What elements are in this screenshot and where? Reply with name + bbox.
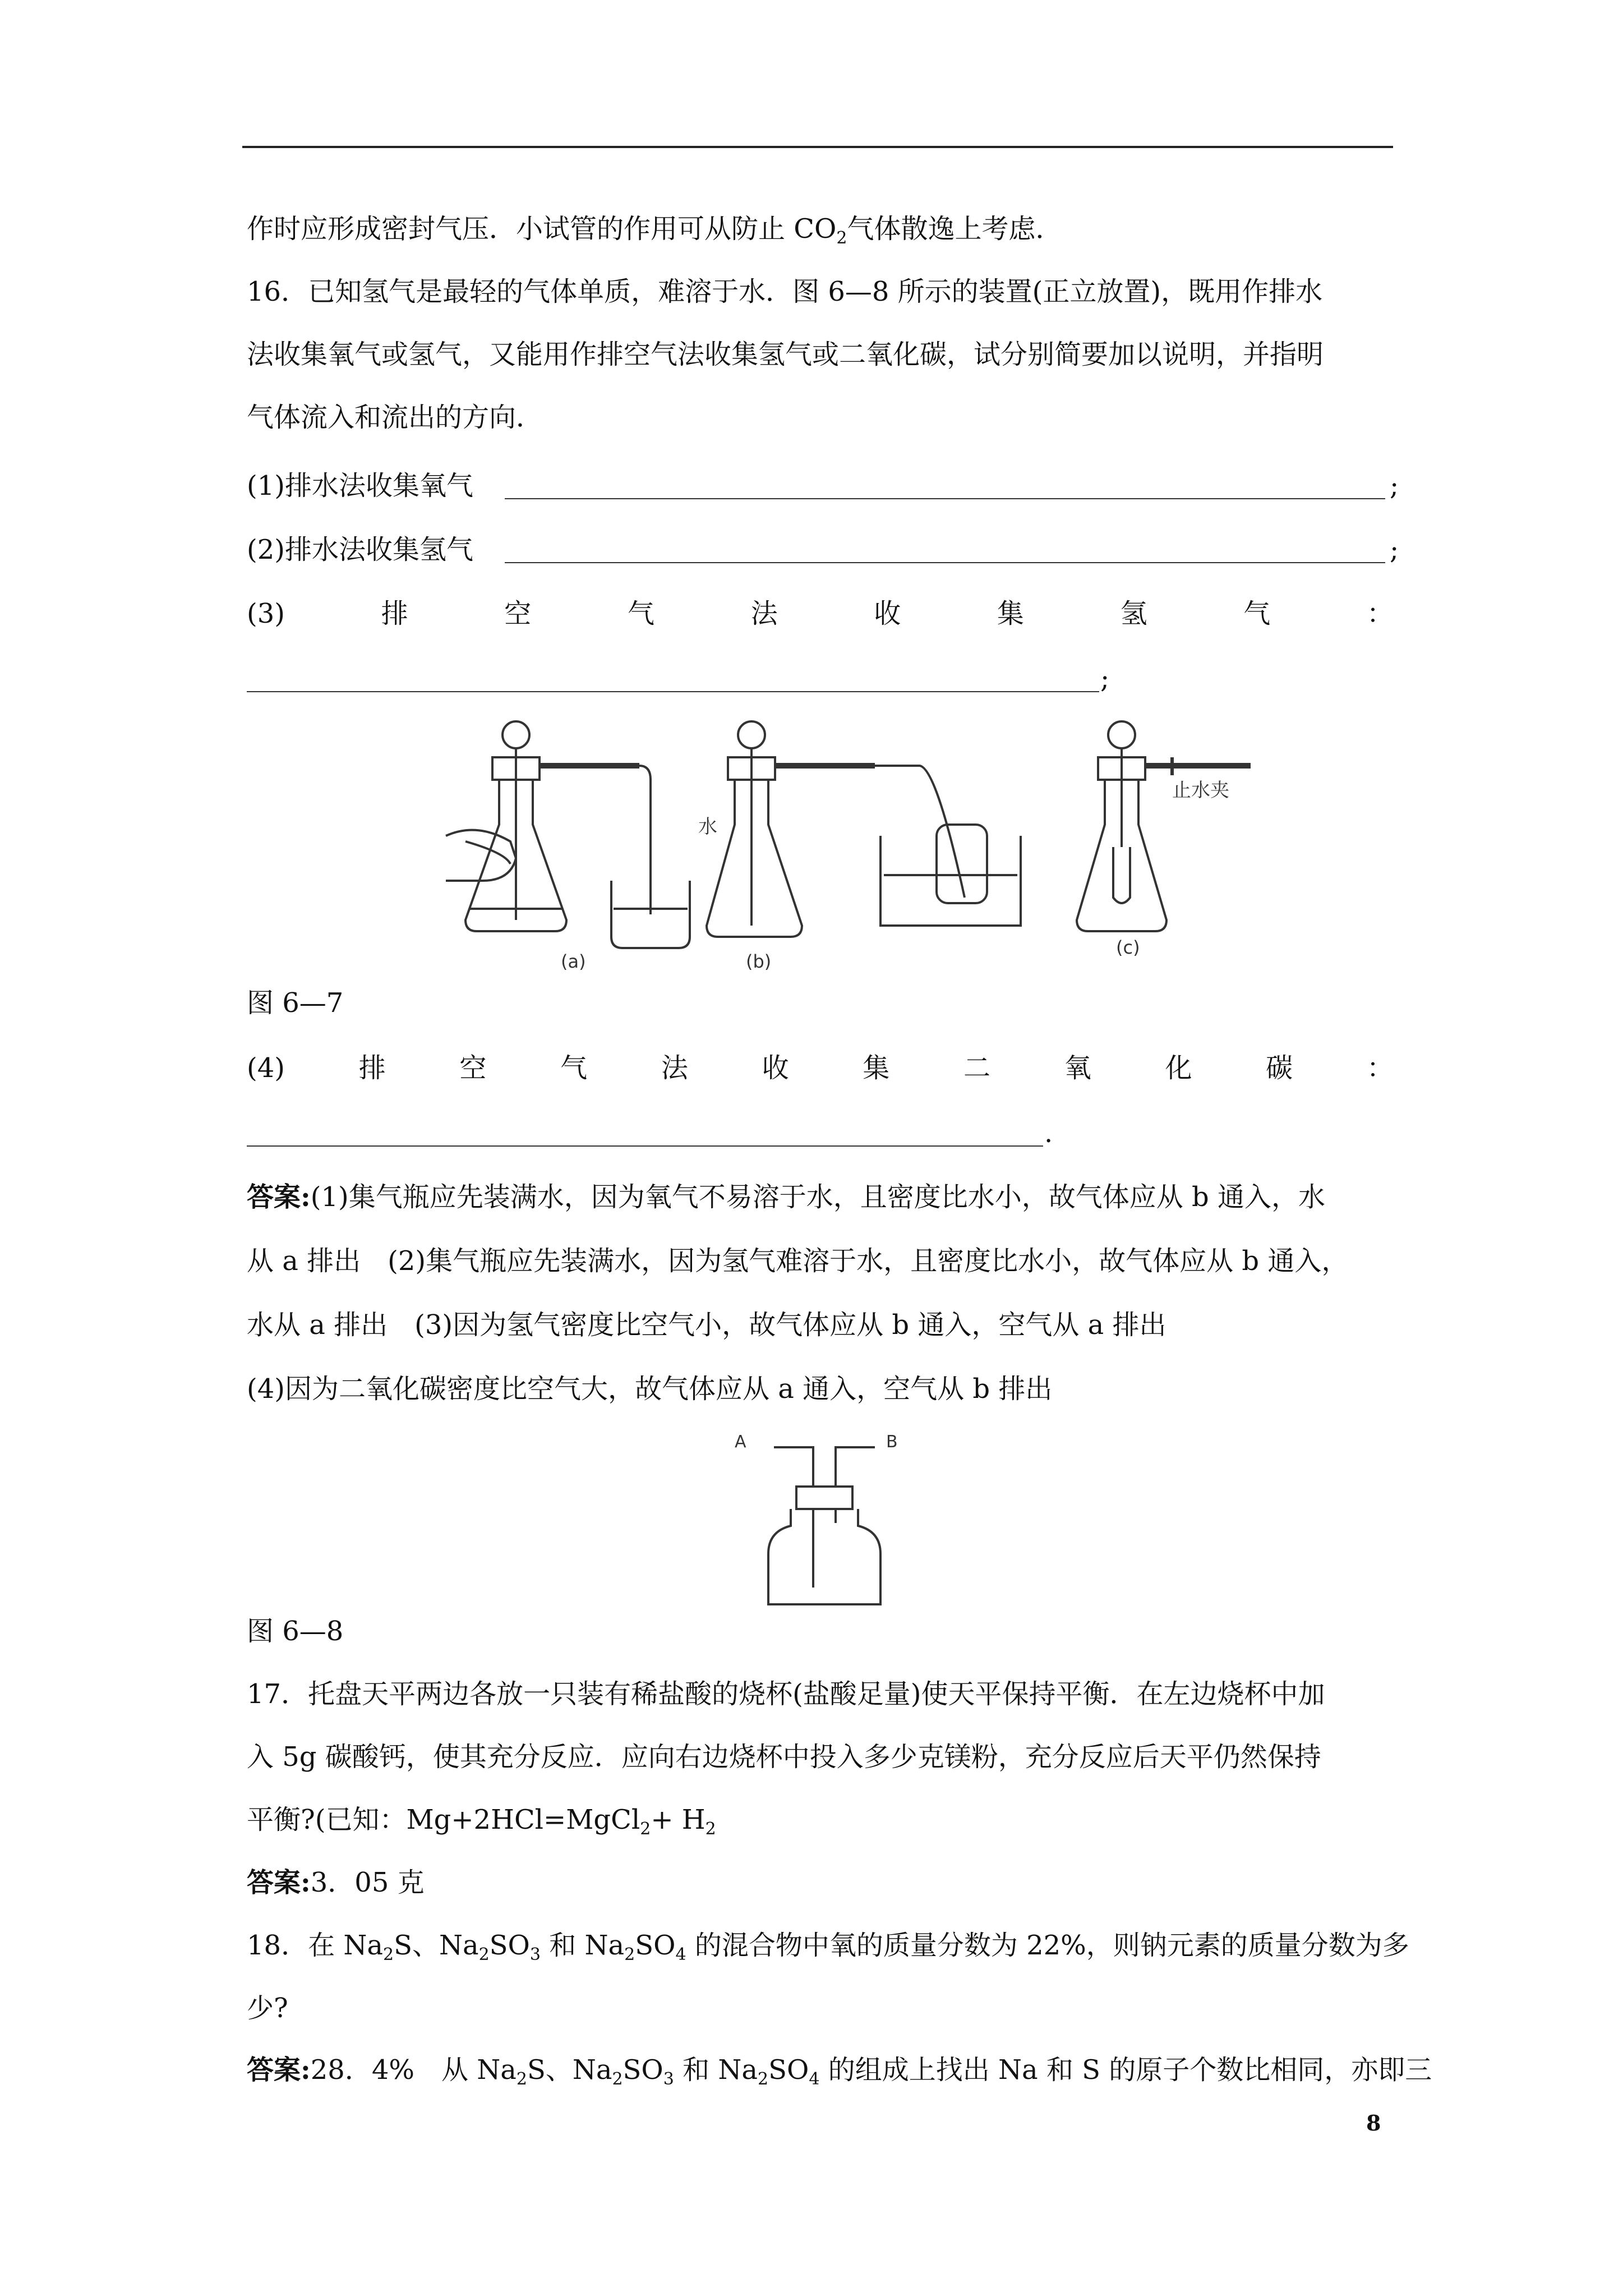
q16-item1-semicolon: ; — [1390, 470, 1399, 501]
figure-6-7 — [443, 712, 1267, 976]
q16-item2-label: (2)排水法收集氢气 — [247, 534, 473, 565]
q16-item1-blank — [505, 498, 1385, 499]
label-c: (c) — [1116, 937, 1140, 958]
figure-6-8 — [729, 1425, 920, 1616]
page-number: 8 — [1366, 2110, 1381, 2136]
q18-answer: 答案:28．4% 从 $Na_2S$、$Na_2SO_3$ 和 $Na_2SO_4$ 的组成上找出 Na 和 S 的原子个数比相同，亦即三 — [247, 2054, 1432, 2089]
q16-line2: 法收集氧气或氢气，又能用作排空气法收集氢气或二氧化碳，试分别简要加以说明，并指明 — [247, 339, 1324, 370]
q18-line1: 18．在 $Na_2S$、$Na_2SO_3$ 和 $Na_2SO_4$ 的混合物中氧的质量分数为 22%，则钠元素的质量分数为多 — [247, 1930, 1409, 1964]
label-B: B — [886, 1432, 898, 1452]
continuation-line: 作时应形成密封气压．小试管的作用可从防止 $CO_2$气体散逸上考虑． — [247, 213, 1063, 248]
header-rule — [242, 146, 1393, 148]
q17-line3: 平衡?(已知：Mg+2HCl=MgCl$_2$+ $H_2$ — [247, 1804, 716, 1839]
q17-line1: 17．托盘天平两边各放一只装有稀盐酸的烧杯(盐酸足量)使天平保持平衡．在左边烧杯中加 — [247, 1678, 1325, 1710]
q16-line1: 16．已知氢气是最轻的气体单质，难溶于水．图 6—8 所示的装置(正立放置)，既用作排水 — [247, 276, 1323, 307]
answer16-line4: (4)因为二氧化碳密度比空气大，故气体应从 a 通入，空气从 b 排出 — [247, 1373, 1053, 1405]
q16-item1-label: (1)排水法收集氧气 — [247, 470, 473, 501]
answer16-line1: 答案:(1)集气瓶应先装满水，因为氧气不易溶于水，且密度比水小，故气体应从 b 通入，水 — [247, 1181, 1325, 1213]
q16-item4-label: (4) 排 空 气 法 收 集 二 氧 化 碳 ： — [247, 1052, 1394, 1084]
figure-6-7-caption: 图 6—7 — [247, 987, 344, 1019]
water-label: 水 — [698, 816, 717, 838]
q18-line2: 少? — [247, 1993, 288, 2024]
q17-answer: 答案:3．05 克 — [247, 1867, 425, 1898]
clamp-label: 止水夹 — [1172, 779, 1229, 802]
apparatus-a — [446, 721, 690, 948]
q16-item2-semicolon: ; — [1390, 534, 1399, 565]
label-A: A — [735, 1432, 746, 1452]
q16-line3: 气体流入和流出的方向． — [247, 402, 543, 433]
label-a: (a) — [561, 951, 586, 972]
q16-item4-blank — [247, 1145, 1043, 1147]
answer16-line2: 从 a 排出 (2)集气瓶应先装满水，因为氢气难溶于水，且密度比水小，故气体应从 b 通入， — [247, 1245, 1349, 1277]
q16-item2-blank — [505, 562, 1385, 563]
answer16-line3: 水从 a 排出 (3)因为氢气密度比空气小，故气体应从 b 通入，空气从 a 排出 — [247, 1309, 1166, 1341]
figure-6-8-caption: 图 6—8 — [247, 1616, 344, 1647]
q16-item3-label: (3) 排 空 气 法 收 集 氢 气 ： — [247, 598, 1394, 629]
q16-item3-semicolon: ; — [1100, 663, 1110, 694]
q16-item3-blank — [247, 691, 1099, 692]
q17-line2: 入 5g 碳酸钙，使其充分反应．应向右边烧杯中投入多少克镁粉，充分反应后天平仍然保持 — [247, 1741, 1321, 1773]
apparatus-b — [707, 721, 1021, 937]
q16-item4-period: . — [1044, 1117, 1053, 1149]
apparatus-c — [1077, 721, 1251, 931]
label-b: (b) — [746, 951, 772, 972]
